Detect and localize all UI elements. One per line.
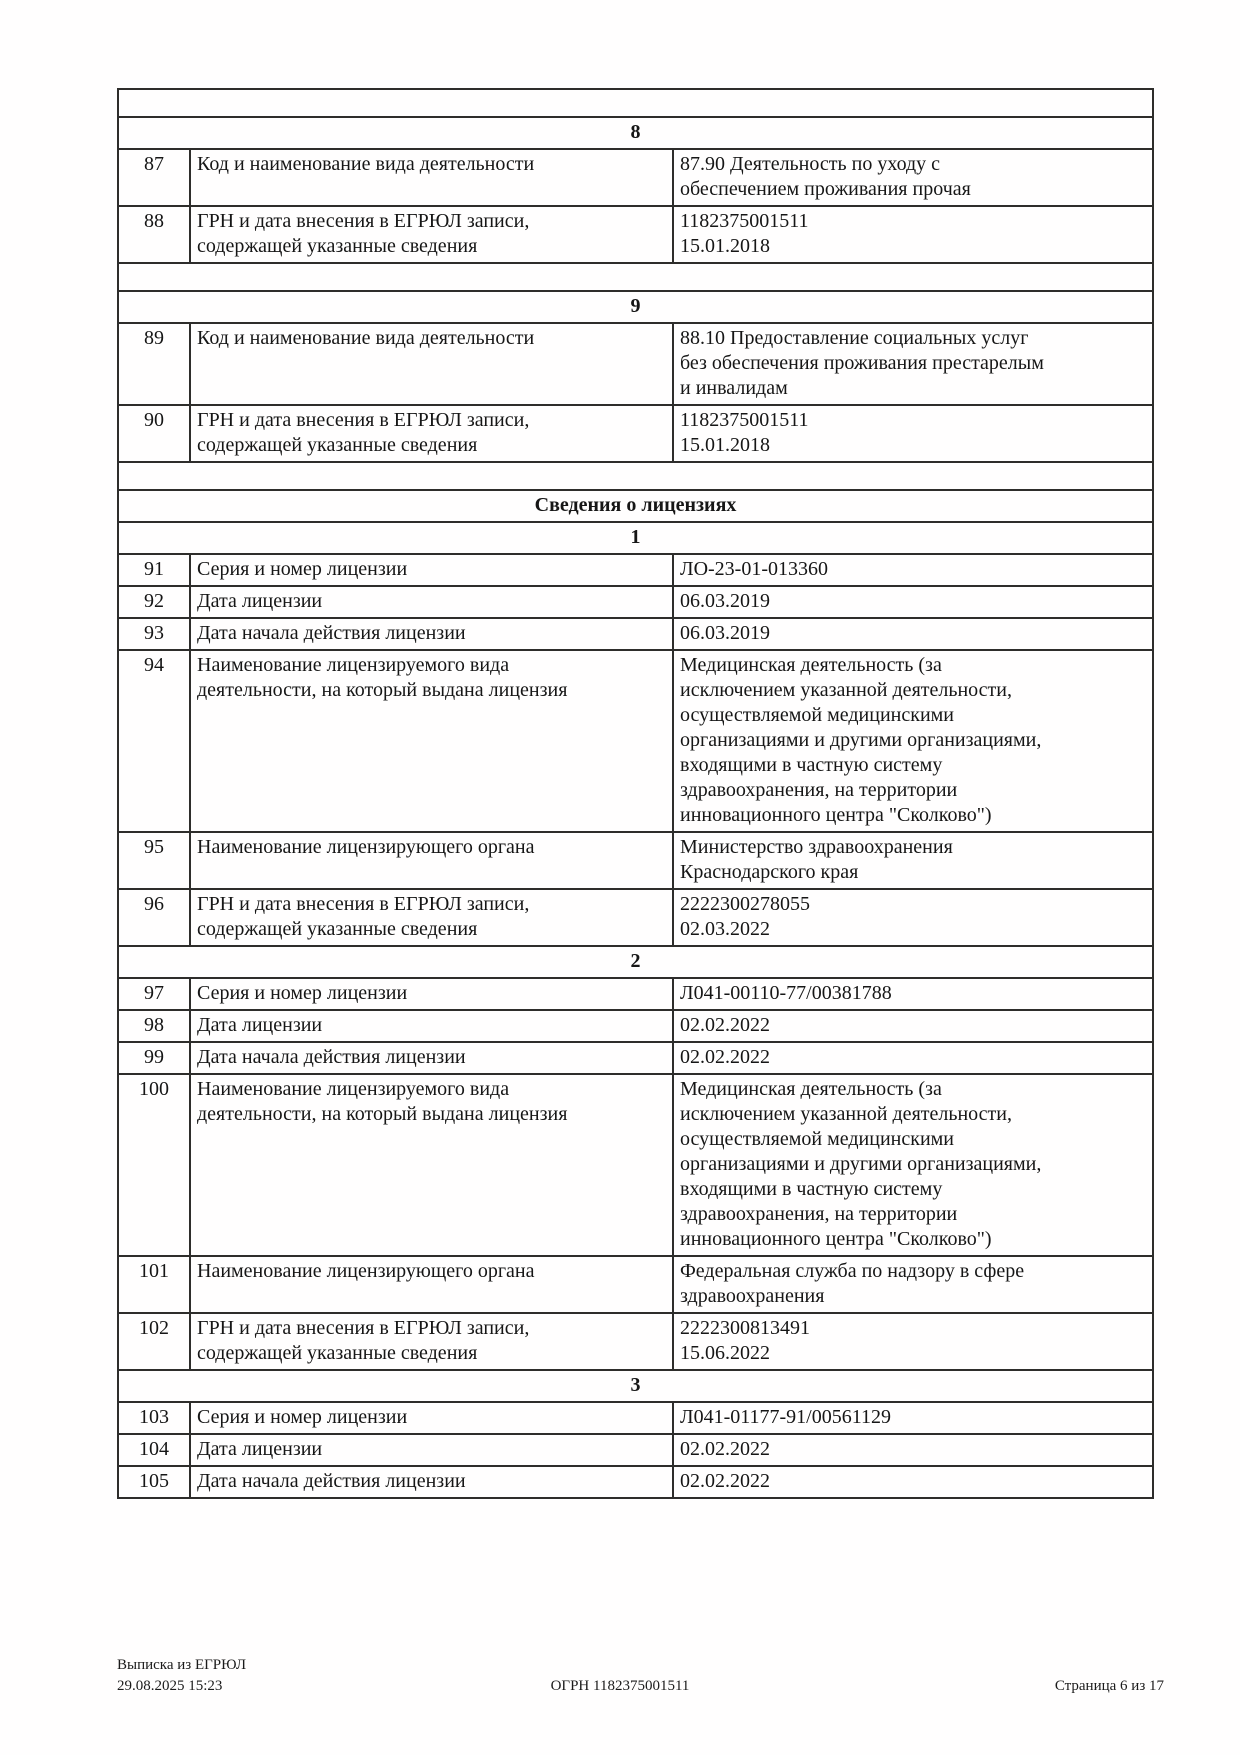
- row-label-line: содержащей указанные сведения: [197, 235, 478, 257]
- row-value-line: входящими в частную систему: [680, 754, 943, 776]
- section-title: 3: [118, 1370, 1153, 1402]
- row-value-line: 06.03.2019: [680, 622, 770, 644]
- table-row: [118, 554, 1153, 586]
- spacer-row: [118, 462, 1153, 490]
- row-number: 88: [118, 206, 190, 263]
- row-number: 94: [118, 650, 190, 832]
- row-number: 92: [118, 586, 190, 618]
- row-label-line: Серия и номер лицензии: [197, 558, 408, 580]
- table-row: [118, 1010, 1153, 1042]
- row-label: [190, 206, 673, 263]
- row-label-line: Наименование лицензируемого вида: [197, 654, 510, 676]
- table-row: [118, 618, 1153, 650]
- row-value-line: без обеспечения проживания престарелым: [680, 352, 1044, 374]
- table-row: [118, 1042, 1153, 1074]
- row-number: 90: [118, 405, 190, 462]
- footer-generated-at: 29.08.2025 15:23: [117, 1678, 223, 1694]
- row-value: [673, 405, 1153, 462]
- row-value: [673, 618, 1153, 650]
- table-row: [118, 1313, 1153, 1370]
- row-label-line: Дата начала действия лицензии: [197, 622, 466, 644]
- row-value: [673, 586, 1153, 618]
- row-label-line: Дата начала действия лицензии: [197, 1470, 466, 1492]
- table-row: [118, 206, 1153, 263]
- spacer-row: [118, 89, 1153, 117]
- row-value-line: организациями и другими организациями,: [680, 729, 1042, 751]
- row-value: [673, 323, 1153, 405]
- row-value-line: Краснодарского края: [680, 861, 859, 883]
- row-value-line: Л041-01177-91/00561129: [680, 1406, 891, 1428]
- table-row: [118, 1466, 1153, 1498]
- row-value-line: 06.03.2019: [680, 590, 770, 612]
- row-number: 87: [118, 149, 190, 206]
- row-number: 103: [118, 1402, 190, 1434]
- row-label: [190, 1402, 673, 1434]
- row-label: [190, 405, 673, 462]
- row-value: [673, 1434, 1153, 1466]
- row-value-line: Медицинская деятельность (за: [680, 654, 942, 676]
- row-label-line: Серия и номер лицензии: [197, 1406, 408, 1428]
- egrul-table: [117, 88, 1154, 1499]
- row-value: [673, 832, 1153, 889]
- row-value: [673, 650, 1153, 832]
- section-header-row: [118, 946, 1153, 978]
- section-header-row: [118, 522, 1153, 554]
- row-number: 89: [118, 323, 190, 405]
- section-header-row: [118, 117, 1153, 149]
- row-value-line: здравоохранения, на территории: [680, 779, 958, 801]
- table-row: [118, 889, 1153, 946]
- footer-page-number: Страница 6 из 17: [1054, 1678, 1164, 1694]
- row-value: [673, 978, 1153, 1010]
- table-row: [118, 1402, 1153, 1434]
- row-value-line: 88.10 Предоставление социальных услуг: [680, 327, 1029, 349]
- row-label: [190, 1010, 673, 1042]
- footer-ogrn: ОГРН 1182375001511: [550, 1678, 690, 1694]
- row-label: [190, 586, 673, 618]
- section-header-row: [118, 490, 1153, 522]
- row-value: [673, 889, 1153, 946]
- row-value: [673, 1074, 1153, 1256]
- row-number: 101: [118, 1256, 190, 1313]
- section-header-row: [118, 291, 1153, 323]
- section-title: 1: [118, 522, 1153, 554]
- row-label-line: Дата лицензии: [197, 590, 323, 612]
- row-value: [673, 1256, 1153, 1313]
- row-value-line: 15.01.2018: [680, 434, 770, 456]
- row-value-line: исключением указанной деятельности,: [680, 1103, 1013, 1125]
- row-label-line: Дата лицензии: [197, 1014, 323, 1036]
- section-title: 8: [118, 117, 1153, 149]
- row-label: [190, 889, 673, 946]
- row-value-line: здравоохранения, на территории: [680, 1203, 958, 1225]
- table-row: [118, 1434, 1153, 1466]
- table-row: [118, 1256, 1153, 1313]
- row-label-line: Код и наименование вида деятельности: [197, 327, 535, 349]
- spacer-cell: [118, 89, 1153, 117]
- row-label: [190, 323, 673, 405]
- row-label-line: Наименование лицензируемого вида: [197, 1078, 510, 1100]
- row-number: 100: [118, 1074, 190, 1256]
- section-title: Сведения о лицензиях: [118, 490, 1153, 522]
- row-value-line: осуществляемой медицинскими: [680, 704, 955, 726]
- row-value-line: 87.90 Деятельность по уходу с: [680, 153, 941, 175]
- row-value-line: Министерство здравоохранения: [680, 836, 953, 858]
- row-label: [190, 650, 673, 832]
- row-label: [190, 832, 673, 889]
- row-label-line: деятельности, на который выдана лицензия: [197, 1103, 568, 1125]
- row-number: 96: [118, 889, 190, 946]
- row-value-line: 15.06.2022: [680, 1342, 770, 1364]
- row-label: [190, 1434, 673, 1466]
- table-row: [118, 650, 1153, 832]
- row-value-line: и инвалидам: [680, 377, 788, 399]
- row-value: [673, 1313, 1153, 1370]
- spacer-cell: [118, 462, 1153, 490]
- row-number: 95: [118, 832, 190, 889]
- row-value-line: 02.03.2022: [680, 918, 770, 940]
- row-number: 98: [118, 1010, 190, 1042]
- row-value-line: исключением указанной деятельности,: [680, 679, 1013, 701]
- section-header-row: [118, 1370, 1153, 1402]
- table-row: [118, 832, 1153, 889]
- row-label-line: ГРН и дата внесения в ЕГРЮЛ записи,: [197, 893, 530, 915]
- footer-doc-type: Выписка из ЕГРЮЛ: [117, 1657, 246, 1673]
- row-value-line: 2222300813491: [680, 1317, 810, 1339]
- row-value-line: здравоохранения: [680, 1285, 825, 1307]
- row-value-line: 15.01.2018: [680, 235, 770, 257]
- row-number: 99: [118, 1042, 190, 1074]
- row-number: 102: [118, 1313, 190, 1370]
- row-value-line: 02.02.2022: [680, 1470, 770, 1492]
- row-value: [673, 554, 1153, 586]
- table-row: [118, 149, 1153, 206]
- row-value-line: осуществляемой медицинскими: [680, 1128, 955, 1150]
- row-label: [190, 1256, 673, 1313]
- row-value-line: 02.02.2022: [680, 1046, 770, 1068]
- row-number: 91: [118, 554, 190, 586]
- row-label: [190, 149, 673, 206]
- row-value-line: Федеральная служба по надзору в сфере: [680, 1260, 1025, 1282]
- row-value-line: обеспечением проживания прочая: [680, 178, 971, 200]
- row-label: [190, 978, 673, 1010]
- row-value: [673, 149, 1153, 206]
- table-row: [118, 323, 1153, 405]
- row-value-line: 1182375001511: [680, 409, 809, 431]
- row-value: [673, 1042, 1153, 1074]
- row-value: [673, 206, 1153, 263]
- row-label: [190, 1042, 673, 1074]
- row-number: 104: [118, 1434, 190, 1466]
- row-value-line: 2222300278055: [680, 893, 810, 915]
- row-label-line: Дата начала действия лицензии: [197, 1046, 466, 1068]
- row-value: [673, 1466, 1153, 1498]
- row-label: [190, 554, 673, 586]
- row-value-line: инновационного центра "Сколково"): [680, 804, 992, 826]
- table-row: [118, 405, 1153, 462]
- row-label-line: Наименование лицензирующего органа: [197, 1260, 535, 1282]
- row-value-line: 02.02.2022: [680, 1438, 770, 1460]
- row-value-line: входящими в частную систему: [680, 1178, 943, 1200]
- row-label-line: ГРН и дата внесения в ЕГРЮЛ записи,: [197, 409, 530, 431]
- row-label: [190, 618, 673, 650]
- spacer-row: [118, 263, 1153, 291]
- row-label: [190, 1074, 673, 1256]
- row-value: [673, 1402, 1153, 1434]
- table-row: [118, 978, 1153, 1010]
- row-label-line: ГРН и дата внесения в ЕГРЮЛ записи,: [197, 210, 530, 232]
- row-label-line: содержащей указанные сведения: [197, 1342, 478, 1364]
- row-value-line: ЛО-23-01-013360: [680, 558, 828, 580]
- spacer-cell: [118, 263, 1153, 291]
- row-label-line: Дата лицензии: [197, 1438, 323, 1460]
- row-number: 105: [118, 1466, 190, 1498]
- row-label-line: содержащей указанные сведения: [197, 434, 478, 456]
- section-title: 9: [118, 291, 1153, 323]
- row-label-line: Наименование лицензирующего органа: [197, 836, 535, 858]
- row-value-line: Медицинская деятельность (за: [680, 1078, 942, 1100]
- row-label: [190, 1313, 673, 1370]
- row-number: 93: [118, 618, 190, 650]
- row-label-line: Код и наименование вида деятельности: [197, 153, 535, 175]
- row-label: [190, 1466, 673, 1498]
- section-title: 2: [118, 946, 1153, 978]
- row-number: 97: [118, 978, 190, 1010]
- row-value-line: организациями и другими организациями,: [680, 1153, 1042, 1175]
- row-value-line: 1182375001511: [680, 210, 809, 232]
- table-row: [118, 1074, 1153, 1256]
- row-value-line: 02.02.2022: [680, 1014, 770, 1036]
- row-label-line: ГРН и дата внесения в ЕГРЮЛ записи,: [197, 1317, 530, 1339]
- row-value: [673, 1010, 1153, 1042]
- row-value-line: инновационного центра "Сколково"): [680, 1228, 992, 1250]
- egrul-table-body: [118, 89, 1153, 1498]
- table-row: [118, 586, 1153, 618]
- row-label-line: содержащей указанные сведения: [197, 918, 478, 940]
- row-value-line: Л041-00110-77/00381788: [680, 982, 892, 1004]
- row-label-line: Серия и номер лицензии: [197, 982, 408, 1004]
- row-label-line: деятельности, на который выдана лицензия: [197, 679, 568, 701]
